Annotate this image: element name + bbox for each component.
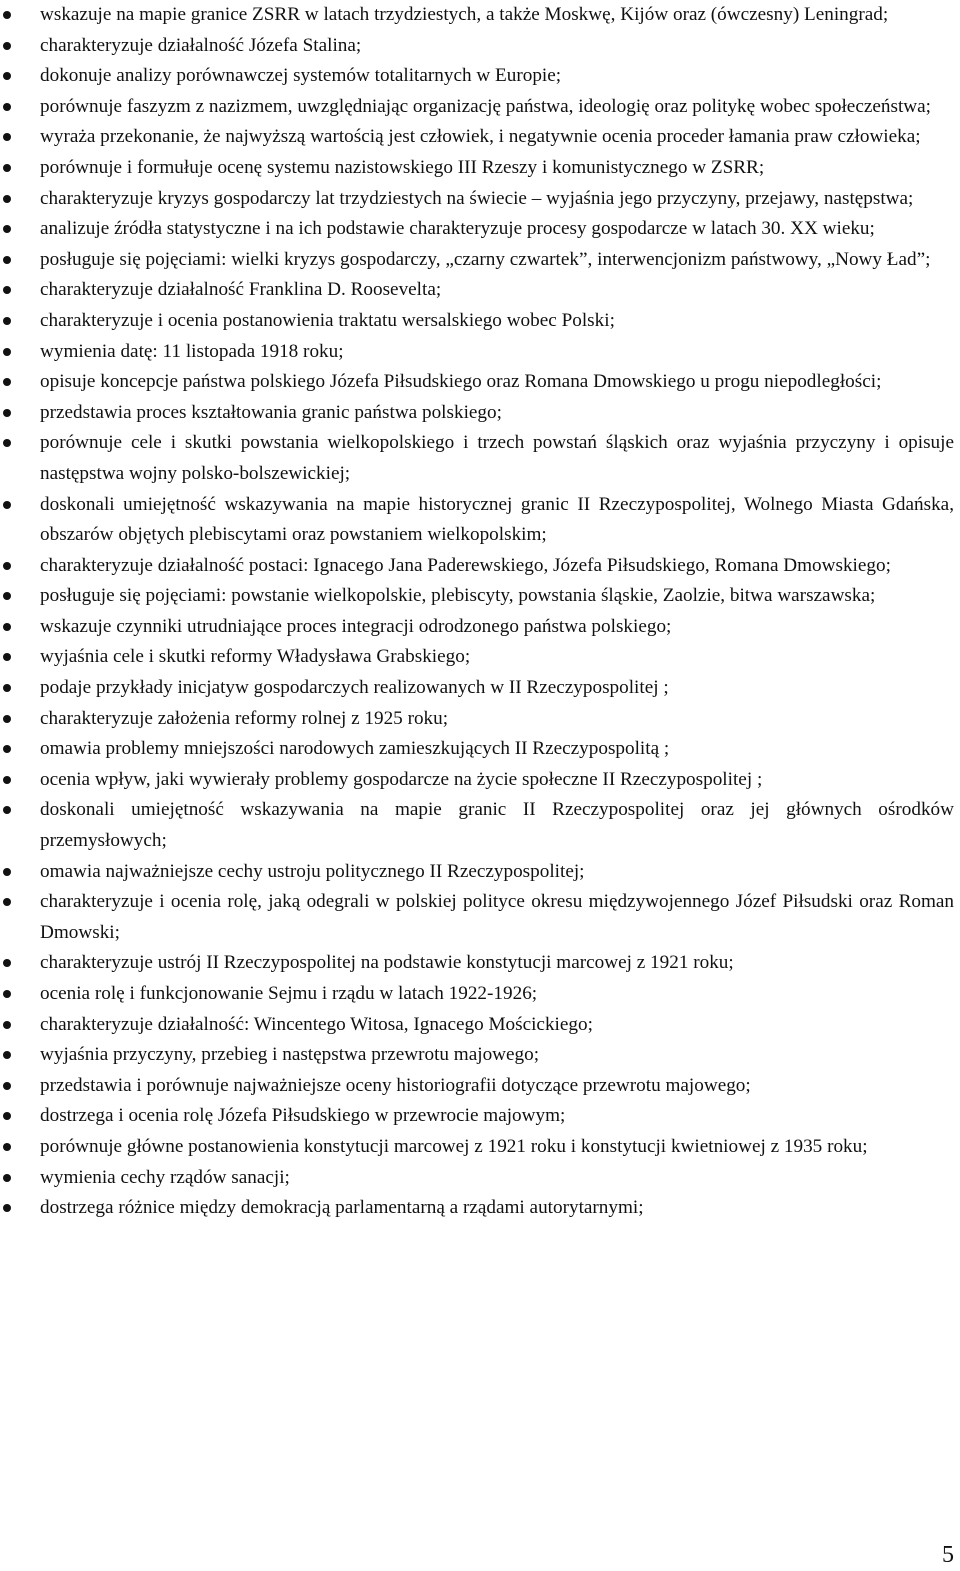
list-item bbox=[0, 1193, 960, 1224]
bullet-icon bbox=[3, 562, 11, 570]
list-item-text: doskonali umiejętność wskazywania na mapie historycznej granic II Rzeczypospolitej, Wolnego Miasta Gdańska, obszarów objętych plebiscytami oraz powstaniem wielkopolskim; bbox=[40, 493, 954, 546]
bullet-icon bbox=[3, 1051, 11, 1059]
bullet-icon bbox=[3, 715, 11, 723]
bullet-icon bbox=[3, 195, 11, 203]
bullet-icon bbox=[3, 103, 11, 111]
list-item-text: charakteryzuje i ocenia rolę, jaką odegrali w polskiej polityce okresu międzywojennego Józef Piłsudski oraz Roman Dmowski; bbox=[40, 891, 954, 943]
list-item-text: przedstawia proces kształtowania granic państwa polskiego; bbox=[40, 401, 502, 423]
page-number: 5 bbox=[942, 1542, 954, 1568]
list-item bbox=[0, 1040, 960, 1071]
bullet-icon bbox=[3, 1174, 11, 1182]
list-item bbox=[0, 673, 960, 704]
list-item-text: charakteryzuje i ocenia postanowienia traktatu wersalskiego wobec Polski; bbox=[40, 309, 615, 331]
list-item bbox=[0, 704, 960, 735]
list-item bbox=[0, 1010, 960, 1041]
list-item-text: charakteryzuje działalność Franklina D. Roosevelta; bbox=[40, 279, 442, 301]
bullet-icon bbox=[3, 868, 11, 876]
list-item-text: wskazuje czynniki utrudniające proces integracji odrodzonego państwa polskiego; bbox=[40, 615, 672, 637]
bullet-icon bbox=[3, 72, 11, 80]
list-item-text: dokonuje analizy porównawczej systemów totalitarnych w Europie; bbox=[40, 65, 562, 87]
list-item-text: porównuje faszyzm z nazizmem, uwzględniając organizację państwa, ideologię oraz politykę wobec społeczeństwa; bbox=[40, 95, 931, 117]
list-item-text: przedstawia i porównuje najważniejsze oceny historiografii dotyczące przewrotu majowego; bbox=[40, 1074, 751, 1096]
list-item bbox=[0, 337, 960, 368]
list-item-text: porównuje cele i skutki powstania wielkopolskiego i trzech powstań śląskich oraz wyjaśnia przyczyny i opisuje następstwa wojny polsko-bolszewickiej; bbox=[40, 432, 954, 484]
list-item bbox=[0, 306, 960, 337]
bullet-icon bbox=[3, 378, 11, 386]
bullet-icon bbox=[3, 164, 11, 172]
list-item-text: dostrzega i ocenia rolę Józefa Piłsudskiego w przewrocie majowym; bbox=[40, 1105, 566, 1127]
list-item-text: ocenia rolę i funkcjonowanie Sejmu i rządu w latach 1922-1926; bbox=[40, 983, 538, 1004]
list-item bbox=[0, 490, 960, 551]
bullet-icon bbox=[3, 623, 11, 631]
bullet-icon bbox=[3, 684, 11, 692]
bullet-icon bbox=[3, 1143, 11, 1151]
list-item bbox=[0, 1163, 960, 1194]
bullet-icon bbox=[3, 225, 11, 233]
list-item-text: omawia problemy mniejszości narodowych zamieszkujących II Rzeczypospolitą ; bbox=[40, 738, 670, 760]
bullet-icon bbox=[3, 898, 11, 906]
bullet-icon bbox=[3, 439, 11, 447]
list-item-text: porównuje główne postanowienia konstytucji marcowej z 1921 roku i konstytucji kwietniowej z 1935 roku; bbox=[40, 1135, 868, 1157]
bullet-icon bbox=[3, 1021, 11, 1029]
list-item-text: posługuje się pojęciami: powstanie wielkopolskie, plebiscyty, powstania śląskie, Zaolzie, bitwa warszawska; bbox=[40, 585, 876, 607]
list-item-text: wyjaśnia przyczyny, przebieg i następstwa przewrotu majowego; bbox=[40, 1044, 540, 1066]
list-item bbox=[0, 0, 960, 31]
list-item bbox=[0, 887, 960, 948]
list-item bbox=[0, 948, 960, 979]
list-item bbox=[0, 367, 960, 398]
list-item bbox=[0, 765, 960, 796]
bullet-icon bbox=[3, 776, 11, 784]
bullet-icon bbox=[3, 42, 11, 50]
list-item bbox=[0, 1101, 960, 1132]
bullet-icon bbox=[3, 1112, 11, 1120]
list-item-text: doskonali umiejętność wskazywania na mapie granic II Rzeczypospolitej oraz jej głównych ośrodków przemysłowych; bbox=[40, 799, 954, 852]
bullet-icon bbox=[3, 1204, 11, 1212]
list-item bbox=[0, 551, 960, 582]
list-item bbox=[0, 612, 960, 643]
list-item-text: porównuje i formułuje ocenę systemu nazistowskiego III Rzeszy i komunistycznego w ZSRR; bbox=[40, 156, 765, 178]
list-item-text: charakteryzuje działalność: Wincentego Witosa, Ignacego Mościckiego; bbox=[40, 1013, 593, 1035]
list-item-text: wyraża przekonanie, że najwyższą wartością jest człowiek, i negatywnie ocenia proceder łamania praw człowieka; bbox=[40, 126, 921, 148]
bullet-icon bbox=[3, 317, 11, 325]
bullet-icon bbox=[3, 592, 11, 600]
list-item-text: charakteryzuje działalność postaci: Ignacego Jana Paderewskiego, Józefa Piłsudskiego, Romana Dmowskiego; bbox=[40, 554, 891, 576]
bullet-icon bbox=[3, 11, 11, 19]
bullet-icon bbox=[3, 990, 11, 998]
list-item bbox=[0, 153, 960, 184]
list-item bbox=[0, 245, 960, 276]
list-item bbox=[0, 795, 960, 856]
list-item bbox=[0, 857, 960, 888]
list-item bbox=[0, 61, 960, 92]
list-item bbox=[0, 31, 960, 62]
list-item bbox=[0, 92, 960, 123]
bullet-icon bbox=[3, 409, 11, 417]
list-item bbox=[0, 184, 960, 215]
list-item-text: analizuje źródła statystyczne i na ich podstawie charakteryzuje procesy gospodarcze w latach 30. XX wieku; bbox=[40, 218, 875, 240]
list-item bbox=[0, 398, 960, 429]
list-item bbox=[0, 1071, 960, 1102]
list-item bbox=[0, 581, 960, 612]
list-item-text: omawia najważniejsze cechy ustroju politycznego II Rzeczypospolitej; bbox=[40, 860, 585, 882]
bullet-icon bbox=[3, 286, 11, 294]
list-item bbox=[0, 642, 960, 673]
bullet-icon bbox=[3, 501, 11, 509]
list-item bbox=[0, 122, 960, 153]
list-item-text: charakteryzuje kryzys gospodarczy lat trzydziestych na świecie – wyjaśnia jego przyczyny, przejawy, następstwa; bbox=[40, 187, 914, 209]
list-item bbox=[0, 1132, 960, 1163]
list-item bbox=[0, 979, 960, 1010]
bullet-icon bbox=[3, 653, 11, 661]
bullet-icon bbox=[3, 256, 11, 264]
list-item-text: charakteryzuje założenia reformy rolnej z 1925 roku; bbox=[40, 707, 449, 729]
list-item bbox=[0, 734, 960, 765]
list-item-text: wymienia cechy rządów sanacji; bbox=[40, 1166, 290, 1188]
list-item-text: wskazuje na mapie granice ZSRR w latach trzydziestych, a także Moskwę, Kijów oraz (ówczesny) Leningrad; bbox=[40, 4, 889, 25]
list-item-text: charakteryzuje działalność Józefa Stalina; bbox=[40, 34, 362, 56]
list-item-text: ocenia wpływ, jaki wywierały problemy gospodarcze na życie społeczne II Rzeczypospolitej ; bbox=[40, 768, 763, 790]
list-item bbox=[0, 214, 960, 245]
list-item-text: wyjaśnia cele i skutki reformy Władysława Grabskiego; bbox=[40, 646, 471, 668]
bullet-icon bbox=[3, 133, 11, 141]
list-item-text: dostrzega różnice między demokracją parlamentarną a rządami autorytarnymi; bbox=[40, 1197, 644, 1219]
list-item-text: podaje przykłady inicjatyw gospodarczych realizowanych w II Rzeczypospolitej ; bbox=[40, 677, 669, 699]
list-item-text: posługuje się pojęciami: wielki kryzys gospodarczy, „czarny czwartek”, interwencjonizm państwowy, „Nowy Ład”; bbox=[40, 248, 931, 270]
bullet-icon bbox=[3, 806, 11, 814]
bullet-icon bbox=[3, 745, 11, 753]
list-item-text: wymienia datę: 11 listopada 1918 roku; bbox=[40, 340, 344, 362]
list-item bbox=[0, 428, 960, 489]
bullet-icon bbox=[3, 348, 11, 356]
list-item bbox=[0, 275, 960, 306]
list-item-text: charakteryzuje ustrój II Rzeczypospolitej na podstawie konstytucji marcowej z 1921 roku; bbox=[40, 952, 734, 974]
list-item-text: opisuje koncepcje państwa polskiego Józefa Piłsudskiego oraz Romana Dmowskiego u progu niepodległości; bbox=[40, 371, 882, 393]
bullet-icon bbox=[3, 1082, 11, 1090]
bullet-icon bbox=[3, 959, 11, 967]
